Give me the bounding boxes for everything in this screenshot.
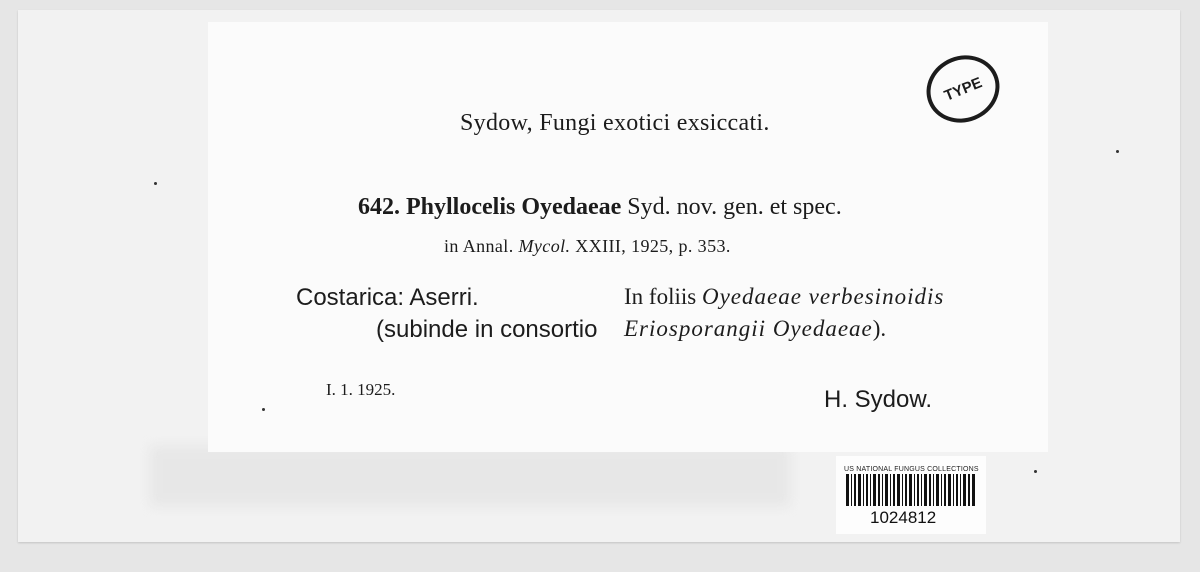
- associated-species: Eriosporangii Oyedaeae: [624, 316, 873, 341]
- barcode-number: 1024812: [870, 508, 937, 527]
- association-line: [624, 316, 886, 342]
- taxon-authority: Syd. nov. gen. et spec.: [627, 194, 842, 220]
- taxon-line: [358, 194, 842, 221]
- barcode-label: [836, 456, 986, 534]
- ref-journal: Mycol.: [518, 236, 571, 256]
- type-stamp-text: TYPE: [941, 73, 985, 105]
- speck: [1034, 470, 1037, 473]
- series-title: Sydow, Fungi exotici exsiccati.: [460, 110, 770, 136]
- collection-date: I. 1. 1925.: [326, 380, 396, 399]
- locality-line-2: (subinde in consortio: [376, 316, 598, 343]
- specimen-label: [208, 22, 1048, 452]
- host-prefix: In foliis: [624, 284, 697, 309]
- locality-line-1: Costarica: Aserri.: [296, 284, 479, 311]
- speck: [262, 408, 265, 411]
- host-species: Oyedaeae verbesinoidis: [701, 284, 945, 309]
- ref-details: XXIII, 1925, p. 353.: [575, 236, 731, 256]
- speck: [1116, 150, 1119, 153]
- speck: [154, 182, 157, 185]
- barcode-icon: [846, 474, 976, 506]
- taxon-name: Phyllocelis Oyedaeae: [406, 194, 622, 220]
- sheet-smudge: [150, 446, 790, 506]
- exsiccata-number: 642.: [358, 194, 400, 220]
- barcode-header: US NATIONAL FUNGUS COLLECTIONS: [844, 466, 979, 473]
- collector-name: H. Sydow.: [824, 386, 933, 413]
- host-line: [624, 284, 944, 310]
- ref-in: in Annal.: [444, 236, 514, 256]
- association-suffix: ).: [872, 316, 887, 341]
- publication-reference: [444, 236, 731, 257]
